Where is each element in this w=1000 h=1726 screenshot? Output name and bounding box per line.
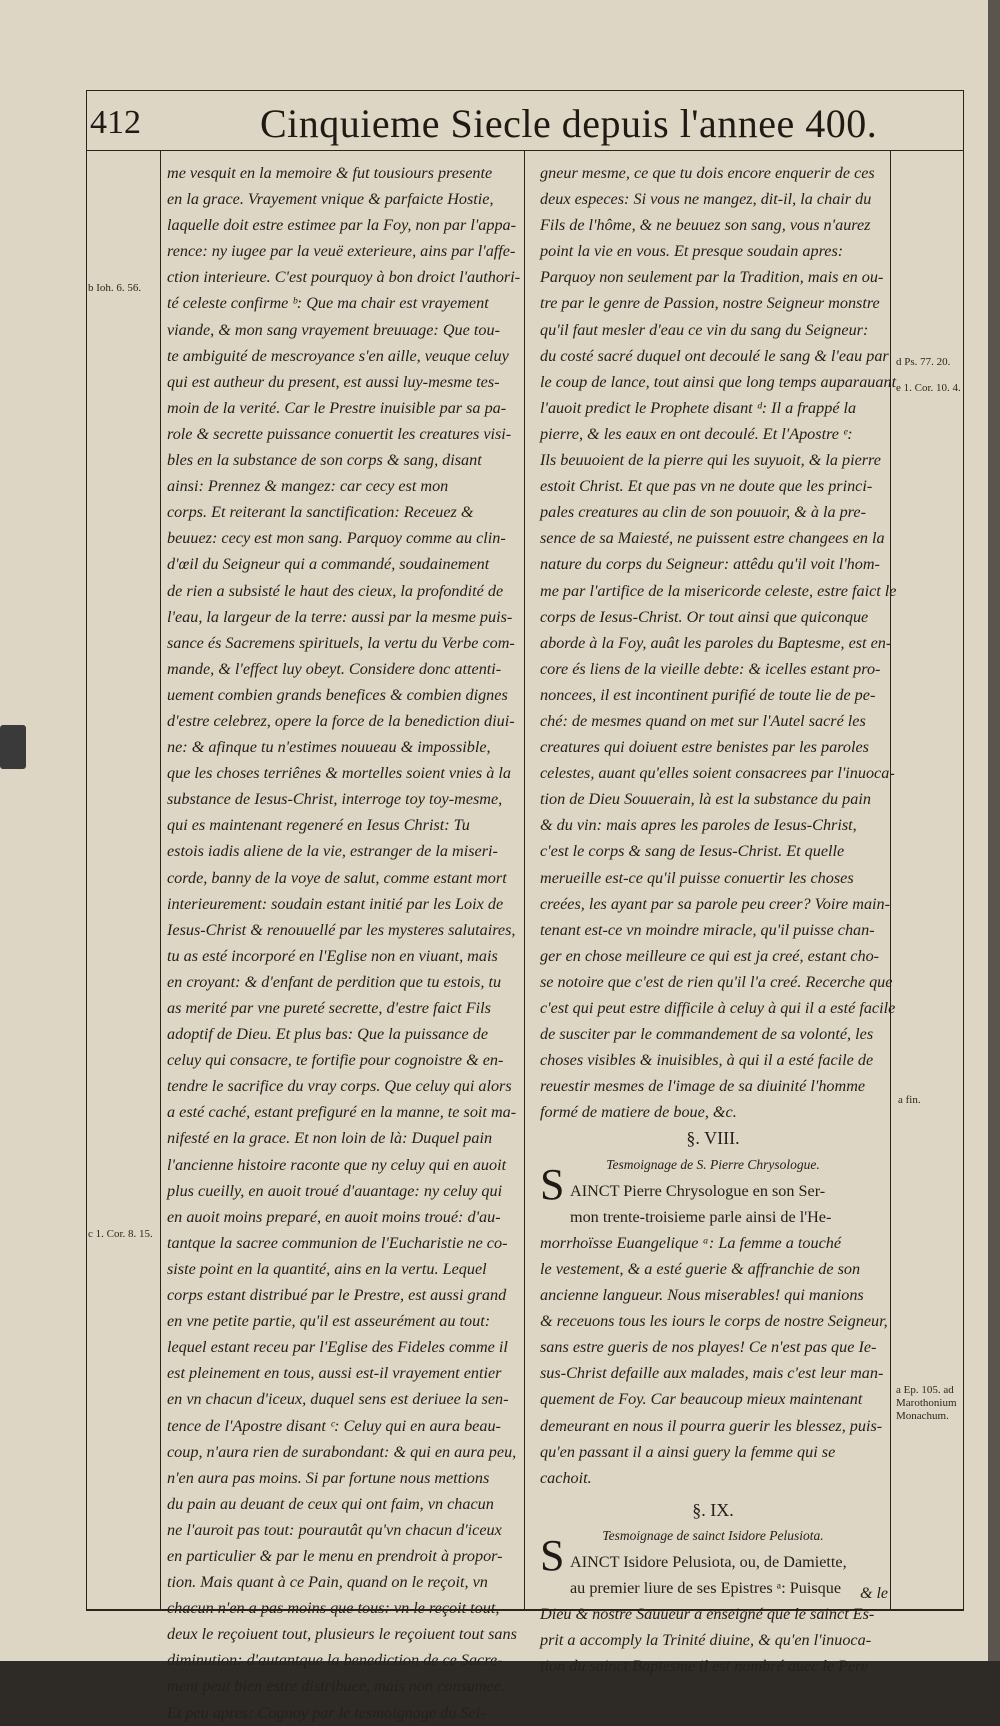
text-line: d'œil du Seigneur qui a commandé, soudainement [167, 555, 490, 574]
page-number: 412 [90, 104, 141, 141]
text-line: en vn chacun d'iceux, duquel sens est deriuee la sen- [167, 1390, 509, 1409]
text-line: point la vie en vous. Et presque soudain apres: [540, 242, 844, 261]
text-line: as merité par vne pureté secrette, d'estre faict Fils [167, 999, 491, 1017]
text-line: formé de matiere de boue, &c. [540, 1103, 737, 1122]
section-heading-8: §. VIII. [686, 1128, 740, 1149]
text-line: lequel estant receu par l'Eglise des Fideles comme il [167, 1338, 508, 1357]
text-line: creées, les ayant par sa parole peu creer? Voire main- [540, 894, 891, 913]
text-line: tence de l'Apostre disant ᶜ: Celuy qui en aura beau- [167, 1416, 501, 1435]
text-line: tendre le sacrifice du vray corps. Que celuy qui alors [167, 1077, 512, 1096]
text-line: ction interieure. C'est pourquoy à bon droict l'authori- [167, 268, 521, 287]
text-line: tion du sainct Baptesme il est nombré auec le Pere [540, 1657, 869, 1676]
text-line: aborde à la Foy, auât les paroles du Baptesme, est en- [540, 633, 892, 652]
margin-note: d Ps. 77. 20. [896, 356, 951, 368]
text-line: core és liens de la vieille debte: & icelles estant pro- [540, 659, 881, 678]
text-line: plus cueilly, en auoit troué d'auantage: ny celuy qui [167, 1181, 503, 1200]
text-line: qui est autheur du present, est aussi luy-mesme tes- [167, 372, 500, 391]
text-line: l'eau, la largeur de la terre: aussi par la mesme puis- [167, 607, 513, 626]
text-line: ment peut bien estre distribuee, mais non consumee. [167, 1677, 505, 1696]
text-line: tu as esté incorporé en l'Eglise non en viuant, mais [167, 946, 498, 965]
text-line: beuuez: cecy est mon sang. Parquoy comme au clin- [167, 529, 506, 548]
text-line: gneur mesme, ce que tu dois encore enquerir de ces [540, 164, 875, 182]
column-divider [524, 150, 525, 1610]
margin-note: Monachum. [896, 1410, 949, 1422]
text-line: le coup de lance, tout ainsi que long temps auparauant [540, 372, 897, 391]
text-line: rence: ny iugee par la veuë exterieure, ains par l'affe- [167, 242, 516, 261]
text-line: deux especes: Si vous ne mangez, dit-il, la chair du [540, 190, 872, 209]
text-line: a esté caché, estant prefiguré en la manne, te soit ma- [167, 1103, 517, 1122]
text-line: tion. Mais quant à ce Pain, quand on le reçoit, vn [167, 1573, 488, 1592]
catchword: & le [860, 1585, 888, 1602]
running-head: Cinquieme Siecle depuis l'annee 400. [260, 101, 878, 146]
text-line: ché: de mesmes quand on met sur l'Autel sacré les [540, 711, 866, 730]
text-line: estois iadis aliene de la vie, estranger de la miseri- [167, 842, 498, 861]
text-line: deux le reçoiuent tout, plusieurs le reçoiuent tout sans [167, 1625, 517, 1644]
right-margin-rule [890, 150, 891, 1610]
text-line: siste point en la quantité, ains en la vertu. Lequel [167, 1259, 487, 1278]
text-line: ger en chose meilleure ce qui est ja creé, estant cho- [540, 946, 880, 965]
text-line: viande, & mon sang vrayement breuuage: Que tou- [167, 320, 500, 339]
text-line: en la grace. Vrayement vnique & parfaicte Hostie, [167, 190, 494, 209]
text-line: tantque la sacree communion de l'Eucharistie ne co- [167, 1233, 508, 1252]
text-line: d'estre celebrez, opere la force de la benediction diui- [167, 711, 515, 730]
text-line: que les choses terriênes & mortelles soient vnies à la [167, 764, 511, 783]
text-line: demeurant en nous il pourra guerir les blessez, puis- [540, 1416, 883, 1435]
text-line: choses visibles & inuisibles, à qui il a esté facile de [540, 1051, 874, 1070]
text-line: de susciter par le commandement de sa volonté, les [540, 1025, 874, 1044]
text-line: c'est le corps & sang de Iesus-Christ. Et quelle [540, 842, 845, 861]
section-subheading-9: Tesmoignage de sainct Isidore Pelusiota. [602, 1527, 824, 1543]
text-line: qu'il faut mesler d'eau ce vin du sang du Seigneur: [540, 320, 869, 339]
text-line: ne l'auroit pas tout: pourautât qu'vn chacun d'iceux [167, 1520, 502, 1539]
text-line: de rien a subsisté le haut des cieux, la profondité de [167, 581, 504, 600]
text-line: uement combien grands benefices & combien dignes [167, 685, 508, 704]
right-column-body [540, 160, 897, 1125]
text-line: chacun n'en a pas moins que tous: vn le reçoit tout, [167, 1599, 500, 1618]
section-subheading-8: Tesmoignage de S. Pierre Chrysologue. [606, 1156, 820, 1172]
text-line: corps. Et reiterant la sanctification: Receuez & [167, 503, 474, 522]
text-line: tenant est-ce vn moindre miracle, qu'il puisse chan- [540, 920, 875, 939]
text-line: quement de Foy. Car beaucoup mieux maintenant [540, 1390, 863, 1409]
text-line: moin de la verité. Car le Prestre inuisible par sa pa- [167, 398, 507, 417]
text-line: pierre, & les eaux en ont decoulé. Et l'Apostre ᵉ: [540, 424, 853, 443]
text-line: qui es maintenant regeneré en Iesus Christ: Tu [167, 816, 470, 835]
text-line: merueille est-ce qu'il puisse conuertir les choses [540, 868, 854, 887]
section-heading-9: §. IX. [692, 1499, 734, 1520]
text-line: nifesté en la grace. Et non loin de là: Duquel pain [167, 1129, 493, 1148]
text-line: qu'en passant il a ainsi guery la femme qui se [540, 1442, 836, 1461]
text-line: en auoit moins preparé, en auoit moins troué: d'au- [167, 1207, 501, 1226]
text-line: du pain au deuant de ceux qui ont faim, vn chacun [167, 1494, 494, 1513]
text-line: du costé sacré duquel ont decoulé le sang & l'eau par [540, 346, 889, 365]
next-page-edge [988, 0, 1000, 1661]
text-line: en croyant: & d'enfant de perdition que tu estois, tu [167, 972, 502, 991]
text-line: c'est qui peut estre difficile à celuy à qui il a esté facile [540, 999, 896, 1017]
text-line: ne: & afinque tu n'estimes nouueau & impossible, [167, 738, 491, 757]
text-line: bles en la substance de son corps & sang, disant [167, 451, 482, 470]
text-line: est pleinement en tous, aussi est-il vrayement entier [167, 1364, 502, 1383]
margin-note: c 1. Cor. 8. 15. [88, 1228, 153, 1240]
text-line: Et peu apres: Cognoy par le tesmoignage du Sei- [167, 1703, 486, 1722]
text-line: tion de Dieu Souuerain, là est la substance du pain [540, 790, 871, 809]
text-line: n'en aura pas moins. Si par fortune nous mettions [167, 1468, 490, 1487]
margin-note: b Ioh. 6. 56. [88, 282, 142, 294]
text-line: creatures qui doiuent estre benistes par les paroles [540, 738, 869, 757]
text-line: tre par le genre de Passion, nostre Seigneur monstre [540, 294, 880, 313]
text-line: Dieu & nostre Sauueur a enseigné que le sainct Es- [540, 1605, 875, 1624]
book-clip [0, 725, 26, 769]
margin-note: Marothonium [896, 1397, 957, 1409]
text-line: sus-Christ defaille aux malades, mais c'est leur man- [540, 1364, 884, 1383]
text-line: té celeste confirme ᵇ: Que ma chair est vrayement [167, 294, 489, 313]
text-line: Parquoy non seulement par la Tradition, mais en ou- [540, 268, 884, 287]
text-line: te ambiguité de mescroyance s'en aille, veuque celuy [167, 346, 509, 365]
text-line: mon trente-troisieme parle ainsi de l'He- [570, 1207, 832, 1226]
text-line: morrhoïsse Euangelique ᵃ: La femme a touché [540, 1233, 842, 1252]
text-line: l'auoit predict le Prophete disant ᵈ: Il a frappé la [540, 398, 857, 417]
margin-note: a Ep. 105. ad [896, 1384, 954, 1396]
left-text-column [167, 160, 519, 1726]
text-line: se notoire que c'est de rien qu'il l'a creé. Recerche que [540, 972, 893, 991]
drop-cap: S [540, 1530, 565, 1580]
text-line: en particulier & par le menu en prendroit à propor- [167, 1546, 503, 1565]
text-line: laquelle doit estre estimee par la Foy, non par l'appa- [167, 216, 517, 235]
right-text-column [540, 160, 897, 1679]
text-line: coup, n'aura rien de surabondant: & qui en aura peu, [167, 1442, 517, 1461]
bottom-rule [86, 1610, 964, 1611]
text-line: pales creatures au clin de son pouuoir, & à la pre- [540, 503, 866, 522]
text-line: interieurement: soudain estant initié par les Loix de [167, 894, 504, 913]
text-line: estoit Christ. Et que pas vn ne doute que les princi- [540, 477, 873, 496]
text-line: Fils de l'hôme, & ne beuuez son sang, vous n'aurez [540, 216, 871, 235]
text-line: corde, banny de la voye de salut, comme estant mort [167, 868, 507, 887]
header-rule [86, 150, 964, 151]
text-line: & receuons tous les iours le corps de nostre Seigneur, [540, 1312, 888, 1331]
text-line: celuy qui consacre, te fortifie pour cognoistre & en- [167, 1051, 504, 1070]
text-line: sans estre gueris de nos playes! Ce n'est pas que Ie- [540, 1338, 877, 1357]
text-line: & du vin: mais apres les paroles de Iesus-Christ, [540, 816, 857, 835]
text-line: noncees, il est incontinent purifié de toute lie de pe- [540, 685, 876, 704]
text-line: me par l'artifice de la misericorde celeste, estre faict le [540, 581, 897, 600]
text-line: le vestement, & a esté guerie & affranchie de son [540, 1259, 861, 1278]
drop-cap: S [540, 1159, 565, 1209]
text-line: au premier liure de ses Epistres ᵃ: Puisque [570, 1579, 842, 1598]
text-line: cachoit. [540, 1468, 592, 1487]
margin-note: a fin. [898, 1094, 921, 1106]
text-line: Iesus-Christ & renouuellé par les mysteres salutaires, [167, 920, 516, 939]
text-line: me vesquit en la memoire & fut tousiours presente [167, 164, 493, 182]
text-line: l'ancienne histoire raconte que ny celuy qui en auoit [167, 1155, 507, 1174]
text-line: reuestir mesmes de l'image de sa diuinité l'homme [540, 1077, 866, 1096]
text-line: ancienne langueur. Nous miserables! qui manions [540, 1286, 864, 1305]
left-margin-rule [160, 150, 161, 1610]
text-line: mande, & l'effect luy obeyt. Considere donc attenti- [167, 659, 502, 678]
text-line: corps de Iesus-Christ. Or tout ainsi que quiconque [540, 607, 869, 626]
text-line: AINCT Pierre Chrysologue en son Ser- [570, 1181, 826, 1200]
text-line: nature du corps du Seigneur: attêdu qu'il voit l'hom- [540, 555, 880, 574]
text-line: corps estant distribué par le Prestre, est aussi grand [167, 1286, 507, 1305]
text-line: AINCT Isidore Pelusiota, ou, de Damiette, [570, 1552, 847, 1571]
text-line: diminution: d'autantque la benediction de ce Sacre- [167, 1651, 503, 1670]
text-line: celestes, auant qu'elles soient consacrees par l'inuoca- [540, 764, 895, 783]
text-line: prit a accomply la Trinité diuine, & qu'en l'inuoca- [540, 1631, 872, 1650]
margin-note: e 1. Cor. 10. 4. [896, 382, 961, 394]
text-line: role & secrette puissance conuertit les creatures visi- [167, 424, 512, 443]
text-line: en vne petite partie, qu'il est asseurément au tout: [167, 1312, 491, 1331]
text-line: ainsi: Prennez & mangez: car cecy est mon [167, 477, 449, 496]
text-line: sance és Sacremens spirituels, la vertu du Verbe com- [167, 633, 515, 652]
text-line: adoptif de Dieu. Et plus bas: Que la puissance de [167, 1025, 489, 1044]
text-line: sence de sa Maiesté, ne puissent estre changees en la [540, 529, 885, 548]
text-line: Ils beuuoient de la pierre qui les suyuoit, & la pierre [540, 451, 881, 470]
text-line: substance de Iesus-Christ, interroge toy toy-mesme, [167, 790, 503, 809]
